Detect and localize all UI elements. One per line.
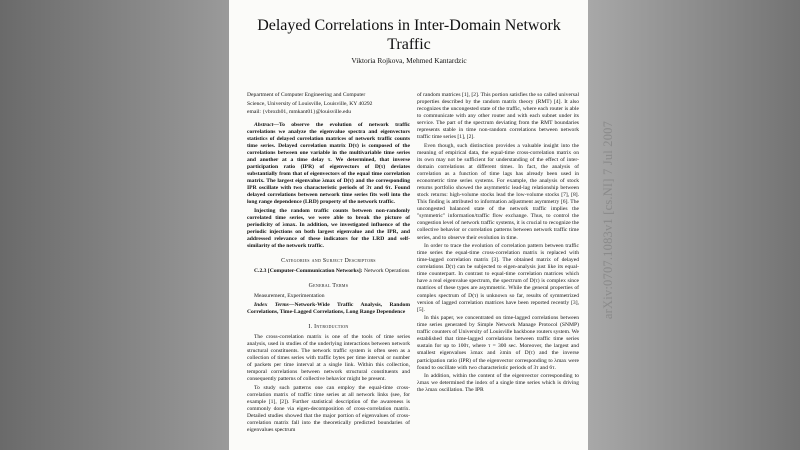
categories-body xyxy=(247,268,410,275)
index-terms xyxy=(247,302,410,316)
intro-paragraph-2: To study such patterns one can employ the equal-time cross-correlation matrix of traffic time series at all network links (see, for example [1], [2]). Further statistical description of the awareness is commonly done via eigen-decomposition of cross-correlation matrix. Detailed studies showed that the major portion of eigenvalues of cross-correlation matrix fall into the theoretically predicted boundaries of eigenvalues spectrum xyxy=(247,384,410,434)
general-terms-body: Measurement, Experimentation xyxy=(254,293,325,300)
paper-title: Delayed Correlations in Inter-Domain Network Traffic xyxy=(257,17,561,53)
abstract-label: Abstract xyxy=(254,121,274,128)
right-paragraph-3: In order to trace the evolution of correlation pattern between traffic time series the equal-time cross-correlation matrix is replaced with time-lagged correlation matrix [3]. The obtained matrix of delayed correlations D(τ) can be subjected to eigen-analysis just like its equal-time counterpart. In contrast to equal-time correlation matrices which have a real eigenvalue spectrum, the spectrum of D(τ) is complex since matrices of these types are asymmetric. While the general properties of complex spectrum of D(τ) is unknown so far, results of symmetrized version of lagged correlation matrices have been reported recently [3], [5]. xyxy=(417,243,579,313)
categories-heading: Categories and Subject Descriptors xyxy=(281,258,376,265)
left-column xyxy=(247,92,410,436)
abstract-paragraph-2: Injecting the random traffic counts between non-randomly correlated time series, we were able to break the picture of periodicity of λmax. In addition, we investigated influence of the periodic injections on both largest eigenvalue and the IPR, and addressed relevance of these indicators for the LRD and self-similarity of the network traffic. xyxy=(247,207,410,250)
viewer-background-left xyxy=(0,0,229,450)
paper-page xyxy=(229,0,615,450)
index-terms-body: —Network-Wide Traffic Analysis, Random Correlations, Time-Lagged Correlations, Long Range Dependence xyxy=(247,301,410,315)
general-terms-heading: General Terms xyxy=(308,283,349,290)
affiliation-line-2: Science, University of Louisville, Louisville, KY 40292 xyxy=(247,100,373,107)
affiliation-line-1: Department of Computer Engineering and Computer xyxy=(247,92,366,98)
paper-authors: Viktoria Rojkova, Mehmed Kantardzic xyxy=(351,56,467,65)
categories-rest: Network Operations xyxy=(363,268,410,275)
arxiv-stamp: arXiv:0707.1083v1 [cs.NI] 7 Jul 2007 xyxy=(601,120,615,320)
right-paragraph-2: Even though, such distinction provides a valuable insight into the meaning of empirical data, the equal-time cross-correlation matrix on its own may not be sufficient for understanding of the effect of inter-domain correlations at different times. In fact, the analysis of correlation as a function of time lags has already been used in econometric time series systems. For example, the analysis of stock returns portfolio showed the asymmetric lead-lag relationship between stock returns: high-volume stocks lead the low-volume stocks [7], [8]. This finding is attributed to information adjustment asymmetry [6]. The uncongested balanced state of the network traffic implies the "symmetric" information/traffic flow exchange. Thus, to control the congestion level of network traffic systems, it is crucial to recognize the collective behavior or correlation patterns between network traffic time series, and to observe their evolution in time. xyxy=(417,142,579,241)
introduction-heading: I. Introduction xyxy=(308,323,349,330)
abstract-text: —To observe the evolution of network traffic correlations we analyze the eigenvalue spectra and eigenvectors statistics of delayed correlation matrices of network traffic counts time series. Delayed correlation matrix D(τ) is composed of the correlations between one variable in the multivariable time series and another at a time delay τ. We determined, that inverse participation ratio (IPR) of eigenvectors of D(τ) deviates substantially from that of eigenvectors of the equal time correlation matrix. The largest eigenvalue λmax of D(τ) and the corresponding IPR oscillate with two characteristic periods of 3τ and 6τ. Found delayed correlations between network time series fits well into the long range dependence (LRD) property of the network traffic. xyxy=(247,121,410,206)
right-paragraph-4: In this paper, we concentrated on time-lagged correlations between time series generated by Simple Network Manage Protocol (SNMP) traffic counters of University of Louisville backbone routers system. We established that time-lagged correlations between traffic time series sustain for up to 100τ, where τ = 300 sec. Moreover, the largest and smallest eigenvalues λmax and λmin of D(τ) and the inverse participation ratio (IPR) of the eigenvector corresponding to λmax were found to oscillate with two characteristic periods of 3τ and 6τ. xyxy=(417,315,579,371)
viewer-background-right xyxy=(588,0,800,450)
index-terms-label: Index Terms xyxy=(254,301,289,308)
categories-code: C.2.3 [Computer-Communication Networks]: xyxy=(254,268,363,275)
right-paragraph-1: of random matrices [1], [2]. This portion satisfies the so called universal properties described by the random matrix theory (RMT) [4]. It also recognizes the uncongested state of the traffic, where each router is able to communicate with any other router and with each subnet under its service. The part of the spectrum deviating from the RMT boundaries represents stable in time non-random correlations between network traffic time series [1], [2]. xyxy=(417,92,579,141)
right-paragraph-5: In addition, within the content of the eigenvector corresponding to λmax we determined the index of a single time series which is driving the λmax oscillation. The IPR xyxy=(417,373,579,394)
abstract xyxy=(247,122,410,207)
right-column xyxy=(417,92,579,396)
affiliation-email: email: {vbrozh01, mmkant01}@louisville.edu xyxy=(247,109,352,116)
intro-paragraph-1: The cross-correlation matrix is one of the tools of time series analysis, used in studies of the underlying interactions between network structural constituents. The network traffic system is often seen as a collection of times series with traffic bytes per time interval or number of packets per time interval at a single link. Within this collection, temporal correlations between network structural constituents and consequently patterns of collective behavior might be present. xyxy=(247,334,410,383)
affiliation xyxy=(247,92,410,116)
